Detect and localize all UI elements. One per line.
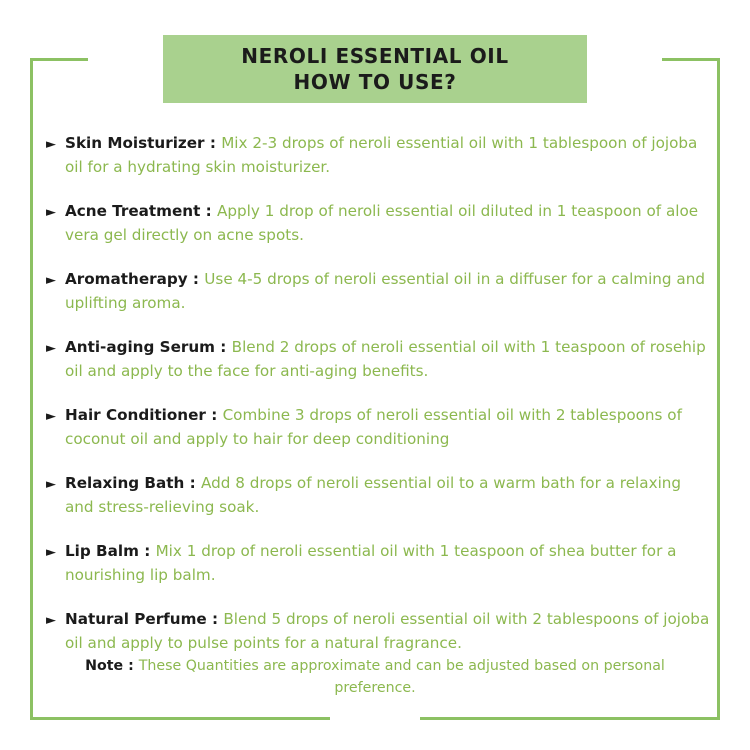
arrow-bullet-icon: ► (46, 477, 56, 492)
list-item-title: Relaxing Bath (65, 474, 185, 492)
list-item-title: Aromatherapy (65, 270, 188, 288)
list-item (46, 540, 712, 587)
list-item (46, 404, 712, 451)
frame-border-right (717, 58, 720, 720)
frame-border-bottom-left (30, 717, 330, 720)
arrow-bullet-icon: ► (46, 409, 56, 424)
list-item-title: Hair Conditioner (65, 406, 206, 424)
list-item-body (65, 268, 712, 315)
list-item (46, 336, 712, 383)
list-item-separator: : (138, 542, 156, 560)
list-item-description: Use 4-5 drops of neroli essential oil in a diffuser for a calming and uplifting aroma. (65, 270, 705, 312)
arrow-bullet-icon: ► (46, 137, 56, 152)
list-item-body (65, 540, 712, 587)
list-item-body (65, 404, 712, 451)
arrow-bullet-icon: ► (46, 341, 56, 356)
list-item-description: Apply 1 drop of neroli essential oil diluted in 1 teaspoon of aloe vera gel directly on acne spots. (65, 202, 699, 244)
list-item-separator: : (187, 270, 205, 288)
list-item-title: Anti-aging Serum (65, 338, 215, 356)
list-item-description: Add 8 drops of neroli essential oil to a warm bath for a relaxing and stress-relieving soak. (65, 474, 682, 516)
list-item-description: Blend 5 drops of neroli essential oil with 2 tablespoons of jojoba oil and apply to pulse points for a natural fragrance. (65, 610, 710, 652)
list-item-body (65, 608, 712, 655)
list-item-separator: : (184, 474, 201, 492)
list-item-separator: : (204, 134, 222, 152)
list-item (46, 200, 712, 247)
list-item (46, 268, 712, 315)
list-item-description: Combine 3 drops of neroli essential oil with 2 tablespoons of coconut oil and apply to hair for deep conditioning (65, 406, 682, 448)
page-title-line-2: HOW TO USE? (293, 70, 457, 94)
list-item-body (65, 472, 712, 519)
list-item-body (65, 200, 712, 247)
list-item-body (65, 336, 712, 383)
arrow-bullet-icon: ► (46, 205, 56, 220)
list-item-separator: : (205, 406, 223, 424)
list-item-separator: : (200, 202, 218, 220)
frame-border-top-left (30, 58, 88, 61)
frame-border-left (30, 58, 33, 720)
usage-list (46, 132, 712, 676)
title-banner (163, 35, 587, 103)
note-text: These Quantities are approximate and can be adjusted based on personal preference. (138, 658, 665, 696)
list-item-title: Acne Treatment (65, 202, 201, 220)
list-item-description: Blend 2 drops of neroli essential oil with 1 teaspoon of rosehip oil and apply to the face for anti-aging benefits. (65, 338, 706, 380)
list-item-description: Mix 2-3 drops of neroli essential oil with 1 tablespoon of jojoba oil for a hydrating skin moisturizer. (65, 134, 698, 176)
frame-border-bottom-right (420, 717, 720, 720)
list-item-separator: : (215, 338, 232, 356)
list-item-title: Natural Perfume (65, 610, 207, 628)
arrow-bullet-icon: ► (46, 545, 56, 560)
list-item (46, 472, 712, 519)
note-block (75, 655, 675, 699)
list-item (46, 608, 712, 655)
list-item (46, 132, 712, 179)
page-title-line-1: NEROLI ESSENTIAL OIL (241, 44, 509, 68)
note-label: Note : (85, 658, 139, 674)
list-item-body (65, 132, 712, 179)
arrow-bullet-icon: ► (46, 613, 56, 628)
list-item-description: Mix 1 drop of neroli essential oil with 1 teaspoon of shea butter for a nourishing lip balm. (65, 542, 677, 584)
list-item-title: Skin Moisturizer (65, 134, 205, 152)
frame-border-top-right (662, 58, 720, 61)
list-item-title: Lip Balm (65, 542, 139, 560)
list-item-separator: : (206, 610, 224, 628)
arrow-bullet-icon: ► (46, 273, 56, 288)
